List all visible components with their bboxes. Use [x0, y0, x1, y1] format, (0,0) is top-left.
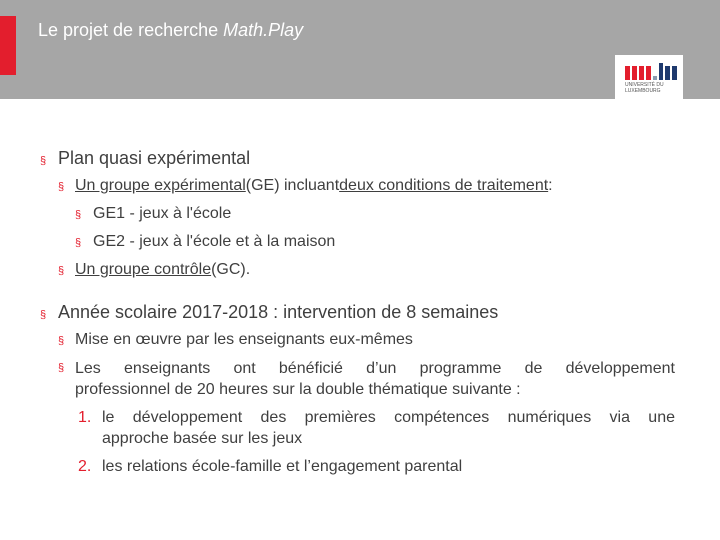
item1-text: Mise en œuvre par les enseignants eux-mêmes [75, 331, 413, 348]
logo-line1: UNIVERSITÉ DU [625, 82, 664, 88]
ge-line [58, 177, 553, 195]
section2-bullet [40, 302, 498, 323]
square-bullet-icon: § [75, 237, 82, 249]
numbered-1-marker: 1. [78, 409, 92, 426]
title-emphasis: Math.Play [223, 20, 304, 40]
item2-line2: professionnel de 20 heures sur la double thématique suivante : [75, 381, 521, 398]
ge2-text: GE2 - jeux à l'école et à la maison [93, 233, 336, 250]
numbered-1-line1: le développement des premières compétences numériques via une [102, 409, 675, 426]
ge-text: (GE) incluant [245, 177, 340, 194]
ge1-item [75, 205, 231, 223]
logo-line2: LUXEMBOURG [625, 88, 661, 94]
square-bullet-icon: § [40, 309, 47, 321]
section2-title: Année scolaire 2017-2018 : intervention de 8 semaines [58, 302, 499, 322]
ge-colon: : [548, 177, 553, 194]
gc-text: (GC). [211, 261, 251, 278]
section1-title: Plan quasi expérimental [58, 148, 251, 168]
item1-line [58, 331, 413, 349]
title-prefix: Le projet de recherche [38, 20, 224, 40]
square-bullet-icon: § [40, 155, 47, 167]
ge-conditions: deux conditions de traitement [339, 177, 549, 194]
ge2-item [75, 233, 335, 251]
ge-label: Un groupe expérimental [75, 177, 246, 194]
item2-line1: Les enseignants ont bénéficié d’un programme de développement [75, 360, 675, 377]
ge1-text: GE1 - jeux à l'école [93, 205, 232, 222]
numbered-1-line2: approche basée sur les jeux [102, 430, 303, 447]
square-bullet-icon: § [75, 209, 82, 221]
numbered-2-text: les relations école-famille et l’engagement parental [102, 458, 463, 475]
gc-label: Un groupe contrôle [75, 261, 212, 278]
square-bullet-icon: § [58, 181, 65, 193]
square-bullet-icon: § [58, 362, 65, 374]
numbered-2-marker: 2. [78, 458, 92, 475]
square-bullet-icon: § [58, 335, 65, 347]
gc-line [58, 261, 250, 279]
section1-bullet [40, 148, 250, 169]
square-bullet-icon: § [58, 265, 65, 277]
